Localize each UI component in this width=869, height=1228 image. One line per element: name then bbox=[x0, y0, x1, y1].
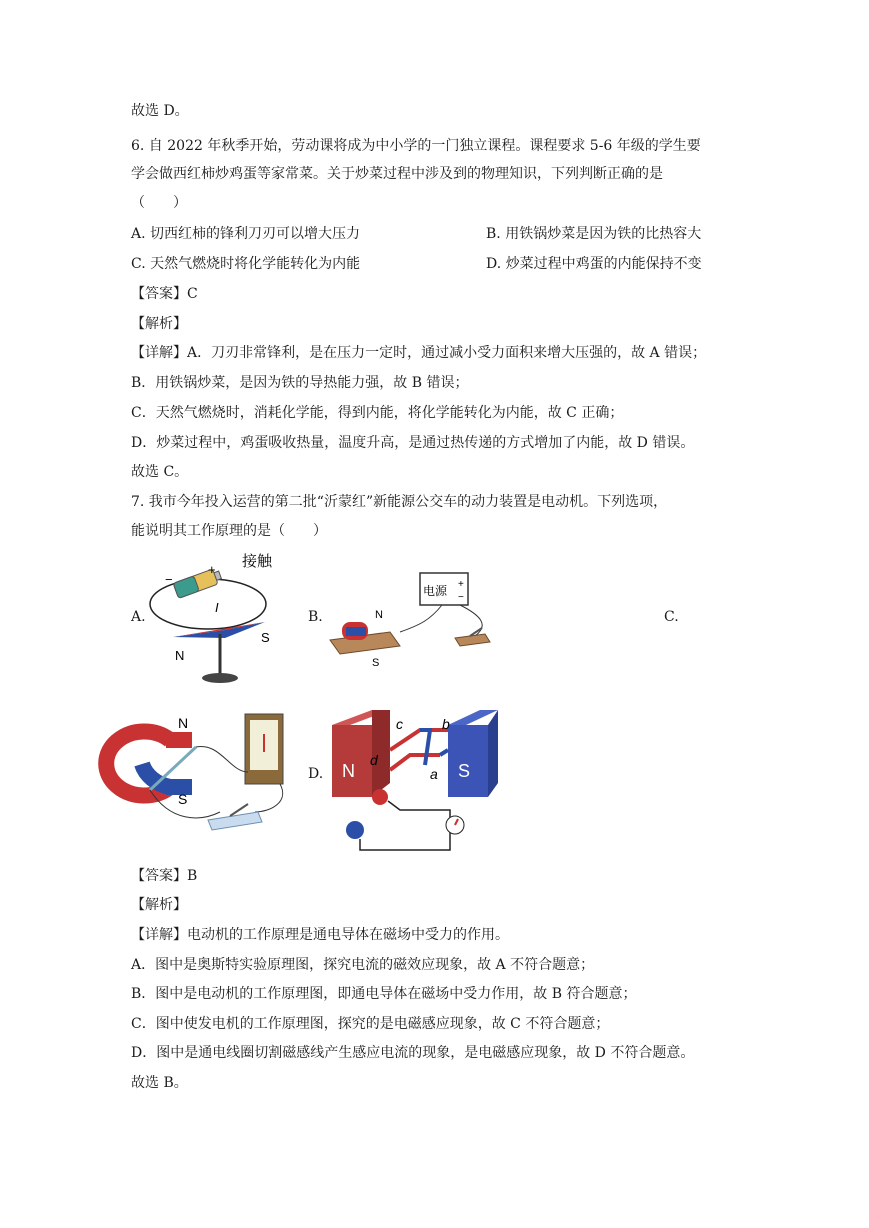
north-label: N bbox=[175, 648, 185, 663]
label-a: a bbox=[430, 766, 438, 782]
conclusion-line: 故选 C。 bbox=[131, 464, 189, 480]
question-7-stem: 7. 我市今年投入运营的第二批“沂蒙红”新能源公交车的动力装置是电动机。下列选项， bbox=[131, 494, 668, 510]
contact-label: 接触 bbox=[242, 553, 273, 570]
minus-sign: − bbox=[458, 592, 464, 603]
figure-a-oersted bbox=[145, 550, 275, 690]
answer-label: 【答案】C bbox=[131, 286, 198, 302]
current-label: I bbox=[215, 600, 219, 615]
south-label: S bbox=[372, 657, 380, 669]
label-c: c bbox=[396, 716, 403, 732]
south-label: S bbox=[178, 791, 188, 807]
question-6-stem: 6. 自 2022 年秋季开始，劳动课将成为中小学的一门独立课程。课程要求 5-6 年级的学生要 bbox=[131, 138, 701, 154]
answer-brackets: （ ） bbox=[131, 195, 187, 211]
text-line: 故选 D。 bbox=[131, 103, 189, 119]
north-label: N bbox=[178, 715, 189, 731]
analysis-label: 【解析】 bbox=[131, 897, 187, 913]
figure-a-label: A. bbox=[131, 609, 146, 625]
explanation-line: C．天然气燃烧时，消耗化学能，得到内能，将化学能转化为内能，故 C 正确； bbox=[131, 405, 624, 421]
figure-b-motor bbox=[330, 570, 505, 670]
north-label: N bbox=[342, 761, 355, 781]
conclusion-line: 故选 B。 bbox=[131, 1075, 188, 1091]
explanation-line: C．图中使发电机的工作原理图，探究的是电磁感应现象，故 C 不符合题意； bbox=[131, 1016, 610, 1032]
south-label: S bbox=[261, 630, 270, 645]
explanation-line: D．炒菜过程中，鸡蛋吸收热量，温度升高，是通过热传递的方式增加了内能，故 D 错误。 bbox=[131, 435, 695, 451]
north-label: N bbox=[375, 609, 383, 621]
option-c: C. 天然气燃烧时将化学能转化为内能 bbox=[131, 256, 361, 272]
option-a: A. 切西红柿的锋利刀刃可以增大压力 bbox=[131, 226, 361, 242]
figure-d-label: D. bbox=[308, 766, 324, 782]
figure-d-coil bbox=[330, 705, 500, 855]
option-d: D. 炒菜过程中鸡蛋的内能保持不变 bbox=[486, 256, 702, 272]
answer-label: 【答案】B bbox=[131, 868, 198, 884]
label-d: d bbox=[370, 752, 378, 768]
power-label: 电源 bbox=[423, 584, 448, 598]
explanation-line: 【详解】A．刀刃非常锋利，是在压力一定时，通过减小受力面积来增大压强的，故 A 错误； bbox=[131, 345, 707, 361]
explanation-line: 【详解】电动机的工作原理是通电导体在磁场中受力的作用。 bbox=[131, 927, 509, 943]
plus-sign: + bbox=[458, 579, 464, 590]
explanation-line: D．图中是通电线圈切割磁感线产生感应电流的现象，是电磁感应现象，故 D 不符合题意。 bbox=[131, 1045, 695, 1061]
analysis-label: 【解析】 bbox=[131, 316, 187, 332]
explanation-line: B．图中是电动机的工作原理图，即通电导体在磁场中受力作用，故 B 符合题意； bbox=[131, 986, 637, 1002]
figure-c-generator bbox=[130, 712, 310, 837]
option-b: B. 用铁锅炒菜是因为铁的比热容大 bbox=[486, 226, 702, 242]
explanation-line: A．图中是奥斯特实验原理图，探究电流的磁效应现象，故 A 不符合题意； bbox=[131, 957, 595, 973]
minus-sign: − bbox=[165, 572, 173, 587]
south-label: S bbox=[458, 761, 471, 781]
figure-b-label: B. bbox=[308, 609, 323, 625]
explanation-line: B．用铁锅炒菜，是因为铁的导热能力强，故 B 错误； bbox=[131, 375, 469, 391]
figure-c-label: C. bbox=[664, 609, 679, 625]
label-b: b bbox=[442, 716, 450, 732]
plus-sign: + bbox=[208, 562, 216, 577]
question-6-stem: 学会做西红柿炒鸡蛋等家常菜。关于炒菜过程中涉及到的物理知识，下列判断正确的是 bbox=[131, 166, 663, 182]
question-7-stem: 能说明其工作原理的是（ ） bbox=[131, 523, 327, 539]
